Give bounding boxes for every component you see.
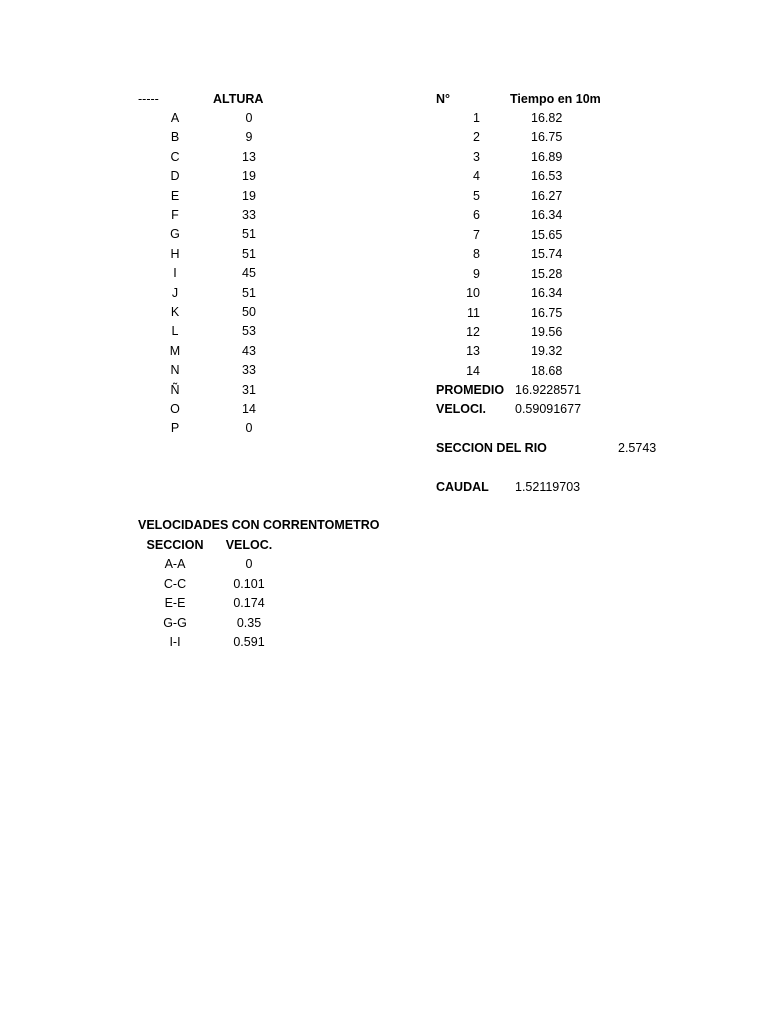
tiempo-row-n: 9 (473, 266, 480, 281)
altura-row-value: 13 (242, 149, 256, 164)
altura-row-value: 31 (242, 382, 256, 397)
velocidades-row-veloc: 0.591 (233, 635, 265, 649)
altura-row-value: 9 (245, 130, 253, 145)
veloci-label: VELOCI. (436, 402, 487, 416)
velocidades-row-veloc: 0.101 (233, 576, 265, 591)
tiempo-row-n: 14 (466, 363, 480, 378)
caudal-value: 1.52119703 (515, 480, 581, 494)
tiempo-row-n: 10 (466, 286, 480, 301)
altura-row-label: K (170, 305, 180, 319)
tiempo-row-n: 11 (467, 305, 480, 320)
altura-row-value: 51 (242, 227, 256, 242)
velocidades-row-veloc: 0 (245, 557, 253, 571)
velocidades-header-veloc: VELOC. (225, 538, 273, 552)
tiempo-row-value: 16.89 (531, 149, 563, 164)
tiempo-row-n: 8 (473, 247, 480, 262)
tiempo-row-n: 13 (466, 344, 480, 359)
velocidades-row-seccion: A-A (164, 557, 186, 571)
tiempo-header-n: N° (436, 92, 451, 106)
altura-row-label: G (170, 227, 180, 242)
altura-row-value: 19 (242, 169, 256, 184)
altura-row-value: 33 (242, 363, 256, 378)
velocidades-title: VELOCIDADES CON CORRENTOMETRO (138, 518, 380, 532)
altura-row-label: C (170, 149, 180, 164)
altura-row-label: J (171, 285, 179, 300)
tiempo-row-n: 1 (473, 111, 480, 125)
tiempo-row-value: 19.32 (531, 344, 563, 359)
tiempo-row-n: 2 (473, 130, 480, 145)
altura-row-label: N (170, 363, 180, 378)
altura-row-label: Ñ (170, 382, 180, 397)
altura-row-value: 45 (242, 266, 256, 281)
velocidades-row-seccion: G-G (163, 615, 187, 630)
tiempo-row-n: 3 (473, 149, 480, 164)
altura-row-label: L (171, 324, 179, 339)
tiempo-header: Tiempo en 10m (510, 92, 601, 106)
altura-row-label: E (170, 188, 180, 203)
altura-row-label: A (170, 111, 180, 125)
altura-row-label: H (170, 246, 180, 261)
promedio-label: PROMEDIO (436, 383, 505, 397)
velocidades-row-seccion: C-C (163, 576, 187, 591)
altura-header-dash: ----- (138, 92, 159, 106)
altura-row-value: 50 (242, 305, 256, 319)
tiempo-row-value: 15.65 (531, 227, 563, 242)
altura-row-value: 0 (245, 111, 253, 125)
tiempo-row-value: 15.74 (531, 247, 563, 262)
altura-row-value: 53 (242, 324, 256, 339)
tiempo-row-value: 16.53 (531, 169, 563, 184)
tiempo-row-value: 18.68 (531, 363, 563, 378)
tiempo-row-value: 16.82 (531, 111, 563, 125)
tiempo-row-value: 16.75 (531, 130, 563, 145)
velocidades-row-seccion: E-E (164, 596, 186, 610)
altura-row-value: 51 (242, 246, 256, 261)
tiempo-row-n: 7 (473, 227, 480, 242)
tiempo-row-value: 16.27 (531, 188, 563, 203)
altura-row-value: 14 (242, 402, 256, 416)
altura-row-value: 33 (242, 208, 256, 222)
tiempo-row-n: 5 (473, 188, 480, 203)
altura-row-value: 0 (245, 421, 253, 436)
altura-row-value: 19 (242, 188, 256, 203)
velocidades-header-seccion: SECCION (146, 538, 204, 552)
veloci-value: 0.59091677 (515, 402, 582, 416)
altura-row-value: 51 (242, 285, 256, 300)
tiempo-row-n: 4 (473, 169, 480, 184)
seccion-rio-value: 2.5743 (618, 441, 657, 455)
altura-row-label: F (171, 208, 179, 222)
tiempo-row-value: 15.28 (531, 266, 563, 281)
velocidades-row-veloc: 0.35 (236, 615, 262, 630)
altura-row-value: 43 (242, 343, 256, 358)
altura-row-label: P (170, 421, 180, 436)
tiempo-row-n: 6 (473, 208, 480, 223)
promedio-value: 16.9228571 (515, 383, 582, 397)
altura-row-label: M (169, 343, 181, 358)
velocidades-row-veloc: 0.174 (233, 596, 265, 610)
altura-row-label: I (173, 266, 177, 281)
altura-row-label: O (170, 402, 180, 416)
tiempo-row-n: 12 (466, 324, 480, 339)
tiempo-row-value: 16.75 (531, 305, 563, 320)
velocidades-row-seccion: I-I (169, 635, 181, 649)
altura-header: ALTURA (213, 92, 264, 106)
altura-row-label: D (170, 169, 180, 184)
seccion-rio-label: SECCION DEL RIO (436, 441, 547, 455)
tiempo-row-value: 16.34 (531, 286, 563, 301)
tiempo-row-value: 16.34 (531, 208, 563, 223)
tiempo-row-value: 19.56 (531, 324, 563, 339)
caudal-label: CAUDAL (436, 480, 489, 494)
altura-row-label: B (170, 130, 180, 145)
